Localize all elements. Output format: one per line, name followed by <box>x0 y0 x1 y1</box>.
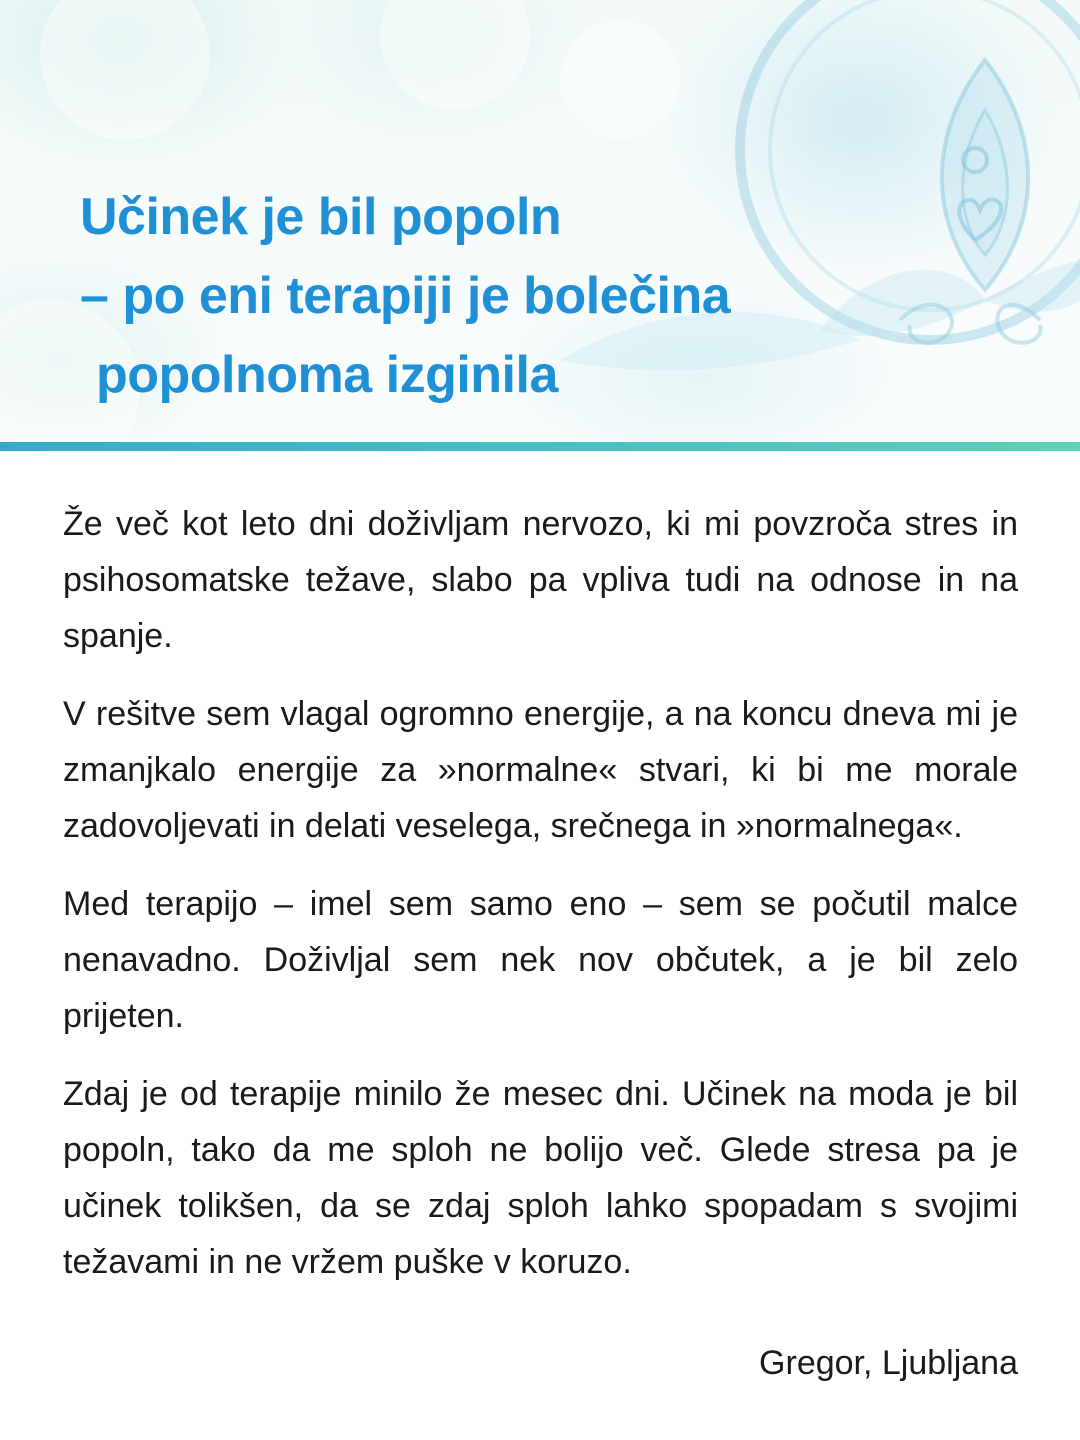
testimonial-headline <box>80 178 730 415</box>
header-divider <box>0 442 1080 451</box>
headline-line: Učinek je bil popoln <box>80 188 562 246</box>
headline-line: – po eni terapiji je bolečina <box>80 267 731 325</box>
body-paragraph: Že več kot leto dni doživljam nervozo, ki mi povzroča stres in psihosomatske težave, slabo pa vpliva tudi na odnose in na spanje. <box>63 505 1018 655</box>
headline-line: popolnoma izginila <box>96 346 558 404</box>
body-paragraph: Zdaj je od terapije minilo že mesec dni. Učinek na moda je bil popoln, tako da me sploh ne bolijo več. Glede stresa pa je učinek tolikšen, da se zdaj sploh lahko spopadam s svojimi težavami in ne vržem puške v koruzo. <box>63 1075 1018 1281</box>
body-paragraph: V rešitve sem vlagal ogromno energije, a na koncu dneva mi je zmanjkalo energije za »normalne« stvari, ki bi me morale zadovoljevati in delati veselega, srečnega in »normalnega«. <box>63 695 1018 845</box>
author-signature: Gregor, Ljubljana <box>759 1344 1018 1382</box>
testimonial-body <box>63 496 1018 1312</box>
body-paragraph: Med terapijo – imel sem samo eno – sem se počutil malce nenavadno. Doživljal sem nek nov občutek, a je bil zelo prijeten. <box>63 885 1018 1035</box>
header-banner <box>0 0 1080 446</box>
